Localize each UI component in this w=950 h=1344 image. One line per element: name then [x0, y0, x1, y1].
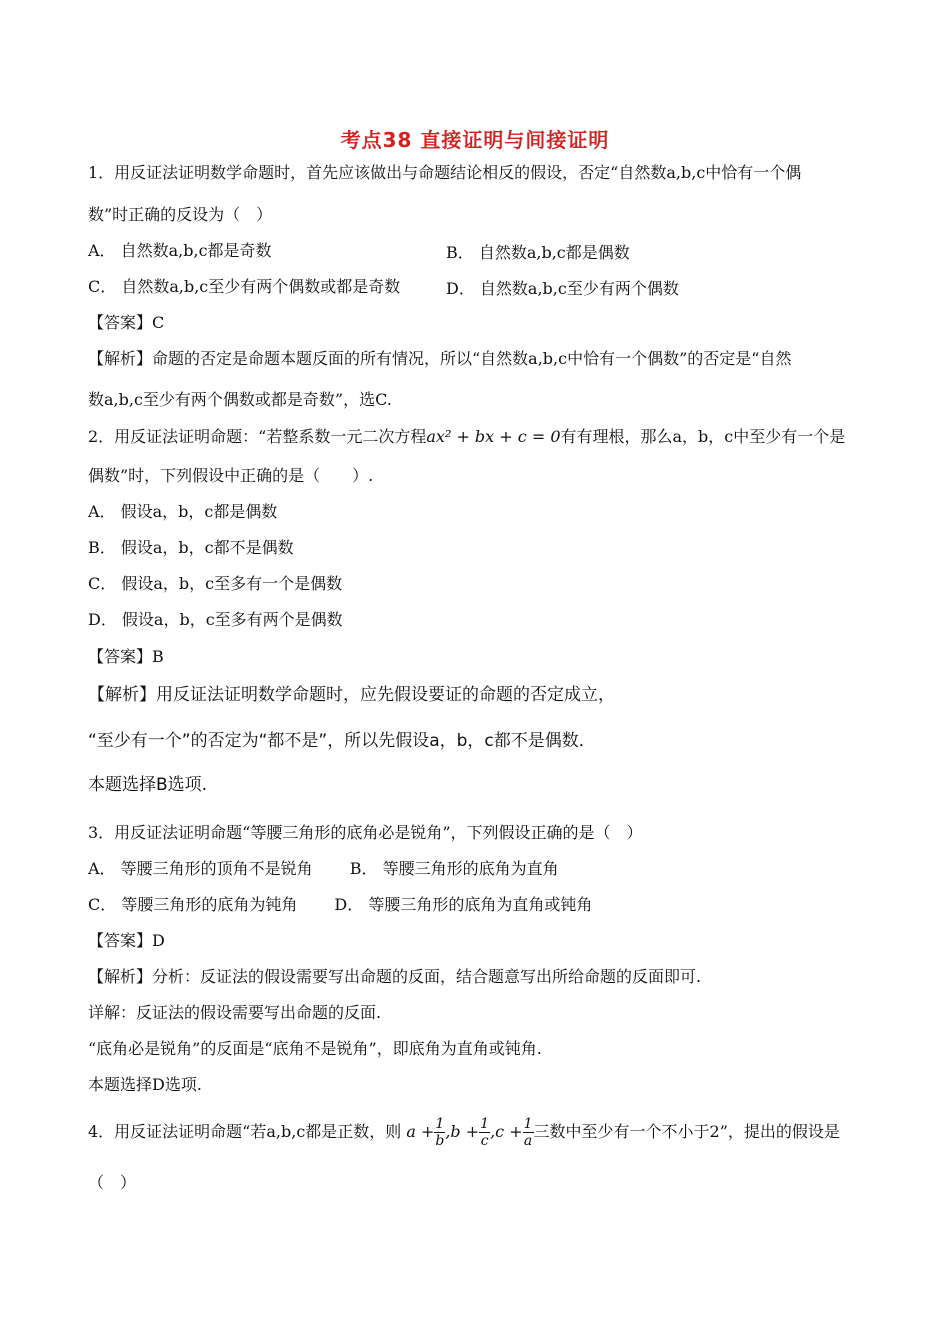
q4-frac3-numerator: 1: [523, 1116, 533, 1132]
q2-analysis-line3: 本题选择B选项.: [88, 775, 208, 795]
q1-analysis-line1: 【解析】命题的否定是命题本题反面的所有情况，所以“自然数a,b,c中恰有一个偶数”的否定是“自然: [88, 349, 792, 368]
q3-analysis-line2: 详解：反证法的假设需要写出命题的反面.: [88, 1003, 382, 1022]
q4-frac2-numerator: 1: [480, 1116, 490, 1132]
q2-stem-prefix: 2．用反证法证明命题：“若整系数一元二次方程: [88, 427, 427, 446]
q4-stem-line1: [88, 1112, 840, 1152]
q3-analysis-line3: “底角必是锐角”的反面是“底角不是锐角”，即底角为直角或钝角.: [88, 1039, 542, 1058]
q4-frac1-numerator: 1: [435, 1116, 445, 1132]
q2-option-d: D． 假设a，b，c至多有两个是偶数: [88, 610, 343, 629]
q2-answer: 【答案】B: [88, 647, 164, 666]
q3-options-cd: C． 等腰三角形的底角为钝角 D． 等腰三角形的底角为直角或钝角: [88, 895, 593, 914]
q4-frac3-denominator: a: [523, 1133, 533, 1149]
q2-stem-line1: [88, 426, 845, 448]
q2-option-c: C． 假设a，b，c至多有一个是偶数: [88, 574, 343, 593]
q4-fraction-1-over-a: [523, 1116, 534, 1149]
q1-stem-line2: 数”时正确的反设为（ ）: [88, 205, 273, 224]
q2-option-a: A． 假设a，b，c都是偶数: [88, 502, 278, 521]
q4-stem-prefix: 4．用反证法证明命题“若a,b,c都是正数，则: [88, 1122, 402, 1141]
q1-option-d: D． 自然数a,b,c至少有两个偶数: [446, 279, 679, 298]
q2-stem-suffix: 有有理根，那么a，b，c中至少有一个是: [560, 427, 846, 446]
q2-stem-line2: 偶数”时，下列假设中正确的是（ ）.: [88, 466, 374, 485]
q1-answer: 【答案】C: [88, 313, 165, 332]
q3-options-ab: A． 等腰三角形的顶角不是锐角 B． 等腰三角形的底角为直角: [88, 859, 559, 878]
q3-analysis-line1: 【解析】分析：反证法的假设需要写出命题的反面，结合题意写出所给命题的反面即可.: [88, 967, 702, 986]
q1-stem-line1: 1．用反证法证明数学命题时，首先应该做出与命题结论相反的假设，否定“自然数a,b,c中恰有一个偶: [88, 163, 802, 182]
q4-frac1-denominator: b: [435, 1133, 445, 1149]
q4-fraction-1-over-b: [434, 1116, 445, 1149]
q4-stem-line2: （ ）: [88, 1173, 137, 1192]
page-title: 考点38 直接证明与间接证明: [340, 128, 610, 152]
q3-answer: 【答案】D: [88, 931, 165, 950]
q4-term-a: a +: [406, 1122, 435, 1141]
q4-frac2-denominator: c: [480, 1133, 489, 1149]
q4-fraction-1-over-c: [479, 1116, 490, 1149]
q2-analysis-line2: “至少有一个”的否定为“都不是”，所以先假设a，b，c都不是偶数．: [88, 731, 596, 751]
q1-analysis-line2: 数a,b,c至少有两个偶数或都是奇数”，选C.: [88, 390, 392, 409]
q4-term-c: ,c +: [490, 1122, 523, 1141]
q1-option-a: A． 自然数a,b,c都是奇数: [88, 241, 272, 260]
q2-equation: ax² + bx + c = 0: [426, 427, 561, 446]
q1-option-c: C． 自然数a,b,c至少有两个偶数或都是奇数: [88, 277, 401, 296]
q2-option-b: B． 假设a，b，c都不是偶数: [88, 538, 294, 557]
q3-analysis-line4: 本题选择D选项.: [88, 1075, 202, 1094]
q4-term-b: ,b +: [445, 1122, 480, 1141]
q2-analysis-line1: 【解析】用反证法证明数学命题时，应先假设要证的命题的否定成立，: [88, 685, 615, 705]
q1-option-b: B． 自然数a,b,c都是偶数: [446, 243, 630, 262]
q4-stem-suffix: 三数中至少有一个不小于2”，提出的假设是: [533, 1122, 840, 1141]
q3-stem: 3．用反证法证明命题“等腰三角形的底角必是锐角”，下列假设正确的是（ ）: [88, 823, 643, 842]
